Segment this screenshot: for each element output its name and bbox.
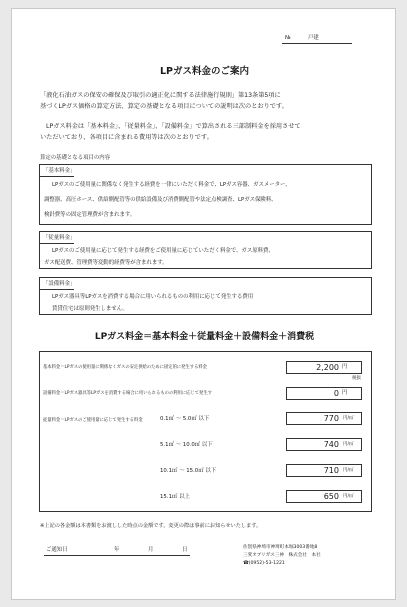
equipment-fee-amount — [286, 387, 362, 400]
equipment-fee-line-2: 賃貸住宅は原則発生しません。 — [52, 306, 128, 312]
basic-fee-section — [39, 164, 372, 225]
usage-fee-line-1: LPガスのご使用量に応じて発生する経費をご使用量に応じていただく料金で、ガス原料費、 — [52, 248, 274, 254]
equipment-fee-desc: 設備料金＝LPガス器具等LPガスを消費する場合に用いられるものの利用に応じて発生す — [43, 391, 212, 396]
tier-2-range: 5.1㎥ ～ 10.0㎥ 以下 — [160, 442, 213, 448]
basic-fee-tax: 税抜 — [352, 376, 361, 381]
explain-line-2: いただいており、各項目に含まれる費用等は次のとおりです。 — [40, 134, 213, 141]
basic-fee-line-1: LPガスのご使用量に関係なく発生する経費を一律にいただく料金で、LPガス容器、ガスメーター、 — [52, 182, 291, 188]
notice-date-month: 月 — [148, 547, 154, 553]
basic-fee-amount-value: 2,200 — [316, 363, 339, 372]
basic-fee-line-3: 検針費等の固定管理費が含まれます。 — [44, 212, 136, 218]
house-type-label: 戸建 — [308, 35, 319, 41]
company-phone: ☎(0952)-53-1221 — [243, 561, 285, 566]
price-note: ※上記の各金額は本書類をお渡しした時点の金額です。変更の際は事前にお知らせいたします。 — [40, 523, 262, 529]
usage-fee-label-rule — [40, 243, 74, 244]
tier-4-range: 15.1㎥ 以上 — [160, 494, 190, 500]
intro-line-2: 基づくLPガス価格の算定方法、算定の基礎となる項目についての説明は次のとおりです。 — [40, 103, 288, 110]
fee-formula: LPガス料金＝基本料金＋従量料金＋設備料金＋消費税 — [94, 332, 315, 342]
explain-line-1: LPガス料金は「基本料金」、「従量料金」、「設備料金」で算出される三部制料金を採用させて — [46, 123, 301, 130]
tier-3-price-value: 710 — [323, 466, 339, 475]
basic-fee-amount — [286, 361, 362, 374]
tier-1-unit: 円/㎥ — [343, 416, 354, 421]
tier-1-price-value: 770 — [323, 414, 339, 423]
equipment-fee-label: 「設備料金」 — [43, 281, 76, 287]
basis-heading: 算定の基礎となる項目の内容 — [40, 155, 111, 161]
usage-fee-desc: 従量料金＝LPガスのご使用量に応じて発生する料金 — [43, 418, 143, 423]
tier-2-price-value: 740 — [323, 440, 339, 449]
equipment-fee-amount-value: 0 — [333, 389, 339, 398]
basic-fee-label: 「基本料金」 — [43, 168, 76, 174]
number-label: № — [285, 35, 291, 41]
notice-date-label: ご通知日 — [46, 547, 68, 553]
fee-table — [39, 351, 372, 512]
tier-1-range: 0.1㎥ ～ 5.0㎥ 以下 — [160, 416, 210, 422]
company-address: 佐賀県神埼市神埼町本堀3003番地8 — [243, 545, 318, 550]
basic-fee-unit: 円 — [342, 364, 348, 370]
intro-line-1: 「液化石油ガスの保安の確保及び取引の適正化に関する法律施行規則」第13条第5項に — [40, 92, 281, 99]
notice-date-underline — [44, 555, 190, 556]
tier-3-range: 10.1㎥ ～ 15.0㎥ 以下 — [160, 468, 217, 474]
tier-2-unit: 円/㎥ — [343, 442, 354, 447]
notice-page — [11, 8, 396, 600]
basic-fee-label-rule — [40, 176, 74, 177]
equipment-fee-label-rule — [40, 289, 74, 290]
company-name: 三愛オブリガス三神 株式会社 本社 — [243, 553, 321, 558]
notice-date-day: 日 — [182, 547, 188, 553]
basic-fee-line-2: 調整器、高圧ホース、供給側配管等の供給設備及び消費側配管や法定点検調査、LPガス保険料、 — [44, 197, 277, 203]
equipment-fee-line-1: LPガス器具等LPガスを消費する場合に用いられるものの利用に応じて発生する費用 — [52, 294, 254, 300]
usage-fee-label: 「従量料金」 — [43, 235, 76, 241]
page-title: LPガス料金のご案内 — [159, 66, 250, 77]
equipment-fee-unit: 円 — [342, 390, 348, 396]
tier-4-price-value: 650 — [323, 492, 339, 501]
usage-fee-line-2: ガス配送費、管理費等変動的経費等が含まれます。 — [44, 260, 168, 266]
tier-4-unit: 円/㎥ — [343, 494, 354, 499]
number-underline — [282, 43, 352, 44]
basic-fee-desc: 基本料金＝LPガスの使用量に関係なくガスの安定供給のために固定的に発生する料金 — [43, 365, 207, 370]
equipment-fee-section — [39, 277, 372, 315]
usage-fee-section — [39, 231, 372, 269]
notice-date-year: 年 — [114, 547, 120, 553]
tier-3-unit: 円/㎥ — [343, 468, 354, 473]
